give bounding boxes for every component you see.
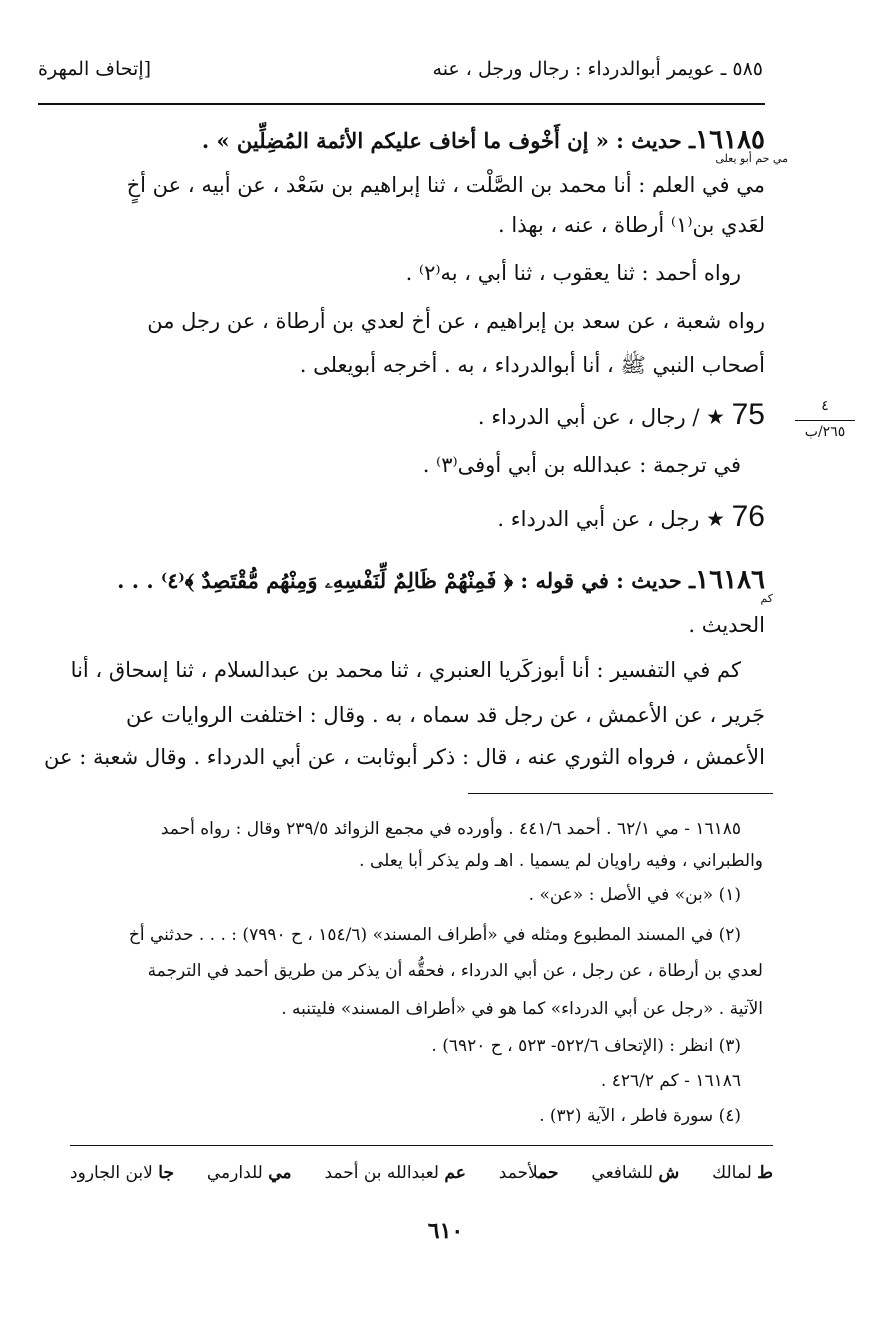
legend-item: ش للشافعي xyxy=(591,1163,680,1183)
entry-number: 76 xyxy=(731,500,765,533)
source-abbrev: كم xyxy=(760,592,773,605)
margin-folio-bottom: ٢٦٥/ب xyxy=(804,424,846,440)
paragraph-line: الحديث . xyxy=(688,613,765,637)
margin-folio-rule xyxy=(795,420,855,421)
legend-rule xyxy=(70,1145,773,1146)
footnote-line: (٢) في المسند المطبوع ومثله في «أطراف المسند» (١٥٤/٦ ، ح ٧٩٩٠) : . . . حدثني أخ xyxy=(128,925,741,945)
footnote-line: ١٦١٨٦ - كم ٤٢٦/٢ . xyxy=(600,1071,741,1091)
legend-item: ط لمالك xyxy=(712,1163,773,1183)
footnote-line: ١٦١٨٥ - مي ٦٢/١ . أحمد ٤٤١/٦ . وأورده في مجمع الزوائد ٢٣٩/٥ وقال : رواه أحمد xyxy=(160,819,741,839)
entry-75-note: في ترجمة : عبدالله بن أبي أوفى⁽٣⁾ . xyxy=(422,453,741,477)
paragraph-line: لعَدي بن⁽١⁾ أرطاة ، عنه ، بهذا . xyxy=(498,213,765,237)
entry-76 xyxy=(497,502,765,534)
footnote-separator xyxy=(468,793,773,794)
running-header-title: ٥٨٥ ـ عويمر أبوالدرداء : رجال ورجل ، عنه xyxy=(432,58,763,80)
footnote-line: (٣) انظر : (الإتحاف ٥٢٢/٦- ٥٢٣ ، ح ٦٩٢٠) . xyxy=(431,1036,741,1056)
paragraph-line: مي في العلم : أنا محمد بن الصَّلْت ، ثنا إبراهيم بن سَعْد ، عن أبيه ، عن أخٍ xyxy=(126,173,765,197)
paragraph-line: كم في التفسير : أنا أبوزكَريا العنبري ، ثنا محمد بن عبدالسلام ، ثنا إسحاق ، أنا xyxy=(70,658,741,682)
source-abbrev: مي حم أبو يعلى xyxy=(715,152,788,165)
header-rule xyxy=(38,103,765,105)
legend-item: عم لعبدالله بن أحمد xyxy=(324,1163,466,1183)
footnote-line: والطبراني ، وفيه راويان لم يسميا . اهـ ولم يذكر أبا يعلى . xyxy=(359,851,763,871)
hadith-16186-heading xyxy=(117,565,765,596)
footnote-line: (٤) سورة فاطر ، الآية (٣٢) . xyxy=(539,1106,741,1126)
running-header-book: [إتحاف المهرة xyxy=(38,58,152,80)
entry-text: ★ رجل ، عن أبي الدرداء . xyxy=(497,507,725,531)
entry-number: 75 xyxy=(731,398,765,431)
legend-item: حملأحمد xyxy=(498,1163,559,1183)
footnote-line: (١) «بن» في الأصل : «عن» . xyxy=(528,885,741,905)
hadith-number: ١٦١٨٥ xyxy=(695,125,765,155)
footnote-line: الآتية . «رجل عن أبي الدرداء» كما هو في «أطراف المسند» فليتنبه . xyxy=(281,999,763,1019)
page-number: ٦١٠ xyxy=(427,1218,464,1244)
hadith-text: ـ حديث : في قوله : ﴿ فَمِنْهُمْ ظَالِمٌ لِّنَفْسِهِۦ وَمِنْهُم مُّقْتَصِدٌ ﴾⁽٤⁾ . . . xyxy=(117,568,696,593)
hadith-text: ـ حديث : « إن أَخْوف ما أخاف عليكم الأئمة المُضِلِّين » . xyxy=(201,128,696,153)
margin-folio-top: ٤ xyxy=(821,398,829,414)
entry-text: ★ / رجال ، عن أبي الدرداء . xyxy=(477,405,725,429)
footnote-line: لعدي بن أرطاة ، عن رجل ، عن أبي الدرداء ، فحقُّه أن يذكر من طريق أحمد في الترجمة xyxy=(147,961,763,981)
paragraph-line: الأعمش ، فرواه الثوري عنه ، قال : ذكر أبوثابت ، عن أبي الدرداء . وقال شعبة : عن xyxy=(44,745,765,769)
legend-item: مي للدارمي xyxy=(206,1163,292,1183)
paragraph-line: رواه شعبة ، عن سعد بن إبراهيم ، عن أخ لعدي بن أرطاة ، عن رجل من xyxy=(147,309,765,333)
paragraph-line: رواه أحمد : ثنا يعقوب ، ثنا أبي ، به⁽٢⁾ . xyxy=(405,261,741,285)
hadith-number: ١٦١٨٦ xyxy=(695,565,765,595)
legend-item: جا لابن الجارود xyxy=(70,1163,174,1183)
abbreviation-legend xyxy=(70,1163,773,1183)
entry-75 xyxy=(478,400,765,432)
paragraph-line: جَرير ، عن الأعمش ، عن رجل قد سماه ، به . وقال : اختلفت الروايات عن xyxy=(125,703,765,727)
paragraph-line: أصحاب النبي ﷺ ، أنا أبوالدرداء ، به . أخرجه أبويعلى . xyxy=(299,353,765,377)
hadith-16185-heading xyxy=(202,125,765,156)
